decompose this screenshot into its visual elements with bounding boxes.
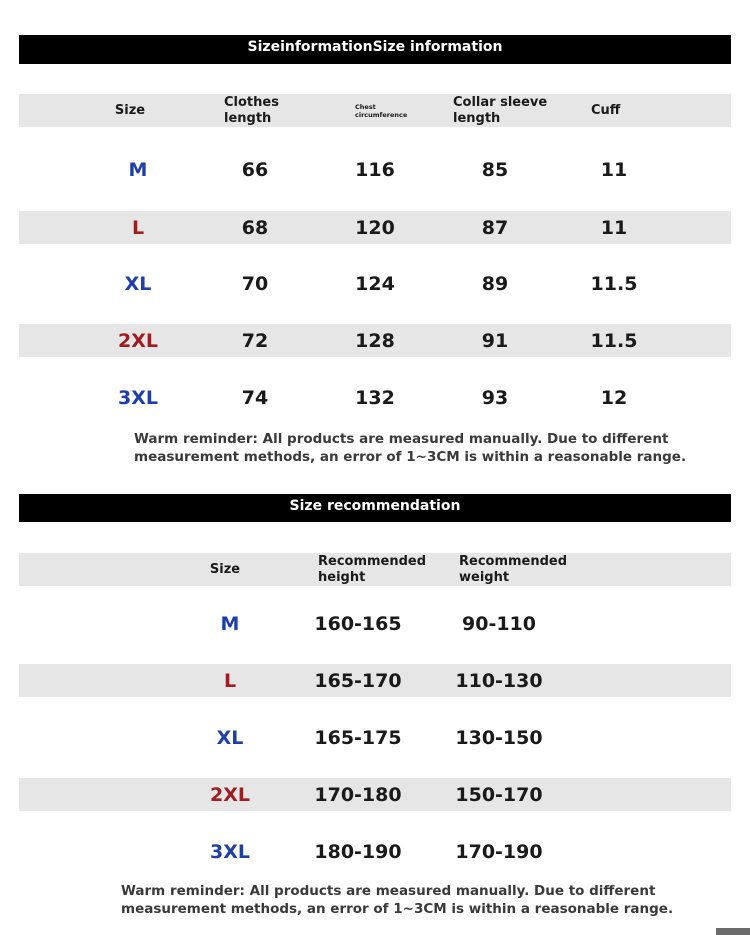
cuff-value: 12 bbox=[600, 386, 628, 409]
chest-value: 128 bbox=[355, 329, 395, 352]
clothes-length-value: 68 bbox=[241, 216, 269, 239]
table-row bbox=[19, 595, 731, 652]
size-information-title: SizeinformationSize information bbox=[247, 39, 503, 55]
size-label: M bbox=[220, 612, 240, 635]
table-row bbox=[19, 141, 731, 198]
recommended-height-value: 170-180 bbox=[314, 783, 402, 806]
size-label: 3XL bbox=[210, 840, 250, 863]
recommended-weight-value: 130-150 bbox=[455, 726, 543, 749]
table-row bbox=[19, 211, 731, 244]
size-label: L bbox=[223, 669, 237, 692]
cuff-value: 11 bbox=[600, 216, 628, 239]
clothes-length-value: 66 bbox=[241, 158, 269, 181]
recommended-weight-value: 90-110 bbox=[462, 612, 536, 635]
header-size: Size bbox=[209, 561, 241, 577]
header-clothes-length: Clothes length bbox=[224, 94, 279, 126]
chest-value: 124 bbox=[355, 272, 395, 295]
header-recommended-height: Recommended height bbox=[318, 553, 427, 585]
recommended-height-value: 180-190 bbox=[314, 840, 402, 863]
recommended-weight-value: 110-130 bbox=[455, 669, 543, 692]
recommended-height-value: 165-175 bbox=[314, 726, 402, 749]
collar-sleeve-value: 93 bbox=[481, 386, 509, 409]
table-row bbox=[19, 709, 731, 766]
collar-sleeve-value: 85 bbox=[481, 158, 509, 181]
cuff-value: 11.5 bbox=[590, 329, 638, 352]
header-size: Size bbox=[114, 102, 146, 118]
cuff-value: 11 bbox=[600, 158, 628, 181]
size-label: 2XL bbox=[210, 783, 250, 806]
size-label: 2XL bbox=[118, 329, 158, 352]
header-cuff: Cuff bbox=[591, 102, 621, 118]
collar-sleeve-value: 89 bbox=[481, 272, 509, 295]
collar-sleeve-value: 87 bbox=[481, 216, 509, 239]
recommended-weight-value: 150-170 bbox=[455, 783, 543, 806]
size-information-title-bar bbox=[19, 35, 731, 64]
size-recommendation-title: Size recommendation bbox=[289, 498, 461, 514]
clothes-length-value: 70 bbox=[241, 272, 269, 295]
corner-decoration bbox=[716, 928, 750, 935]
header-chest-circumference: Chest circumference bbox=[355, 102, 408, 119]
table-row bbox=[19, 664, 731, 697]
clothes-length-value: 74 bbox=[241, 386, 269, 409]
header-recommended-weight: Recommended weight bbox=[459, 553, 568, 585]
clothes-length-value: 72 bbox=[241, 329, 269, 352]
size-label: XL bbox=[216, 726, 244, 749]
table-row bbox=[19, 255, 731, 312]
size-label: L bbox=[131, 216, 145, 239]
chest-value: 132 bbox=[355, 386, 395, 409]
chest-value: 116 bbox=[355, 158, 395, 181]
recommended-height-value: 165-170 bbox=[314, 669, 402, 692]
size-label: 3XL bbox=[118, 386, 158, 409]
size-rec-header-row bbox=[19, 553, 731, 586]
cuff-value: 11.5 bbox=[590, 272, 638, 295]
collar-sleeve-value: 91 bbox=[481, 329, 509, 352]
size-label: M bbox=[128, 158, 148, 181]
size-info-header-row bbox=[19, 94, 731, 127]
warm-reminder-note: Warm reminder: All products are measured manually. Due to different measurement methods, an error of 1~3CM is within a reasonable range. bbox=[121, 883, 674, 917]
recommended-weight-value: 170-190 bbox=[455, 840, 543, 863]
size-recommendation-title-bar bbox=[19, 494, 731, 522]
chest-value: 120 bbox=[355, 216, 395, 239]
warm-reminder-note: Warm reminder: All products are measured manually. Due to different measurement methods, an error of 1~3CM is within a reasonable range. bbox=[134, 431, 687, 465]
table-row bbox=[19, 369, 731, 426]
recommended-height-value: 160-165 bbox=[314, 612, 402, 635]
size-label: XL bbox=[124, 272, 152, 295]
table-row bbox=[19, 823, 731, 880]
table-row bbox=[19, 324, 731, 357]
table-row bbox=[19, 778, 731, 811]
header-collar-sleeve-length: Collar sleeve length bbox=[453, 94, 548, 126]
